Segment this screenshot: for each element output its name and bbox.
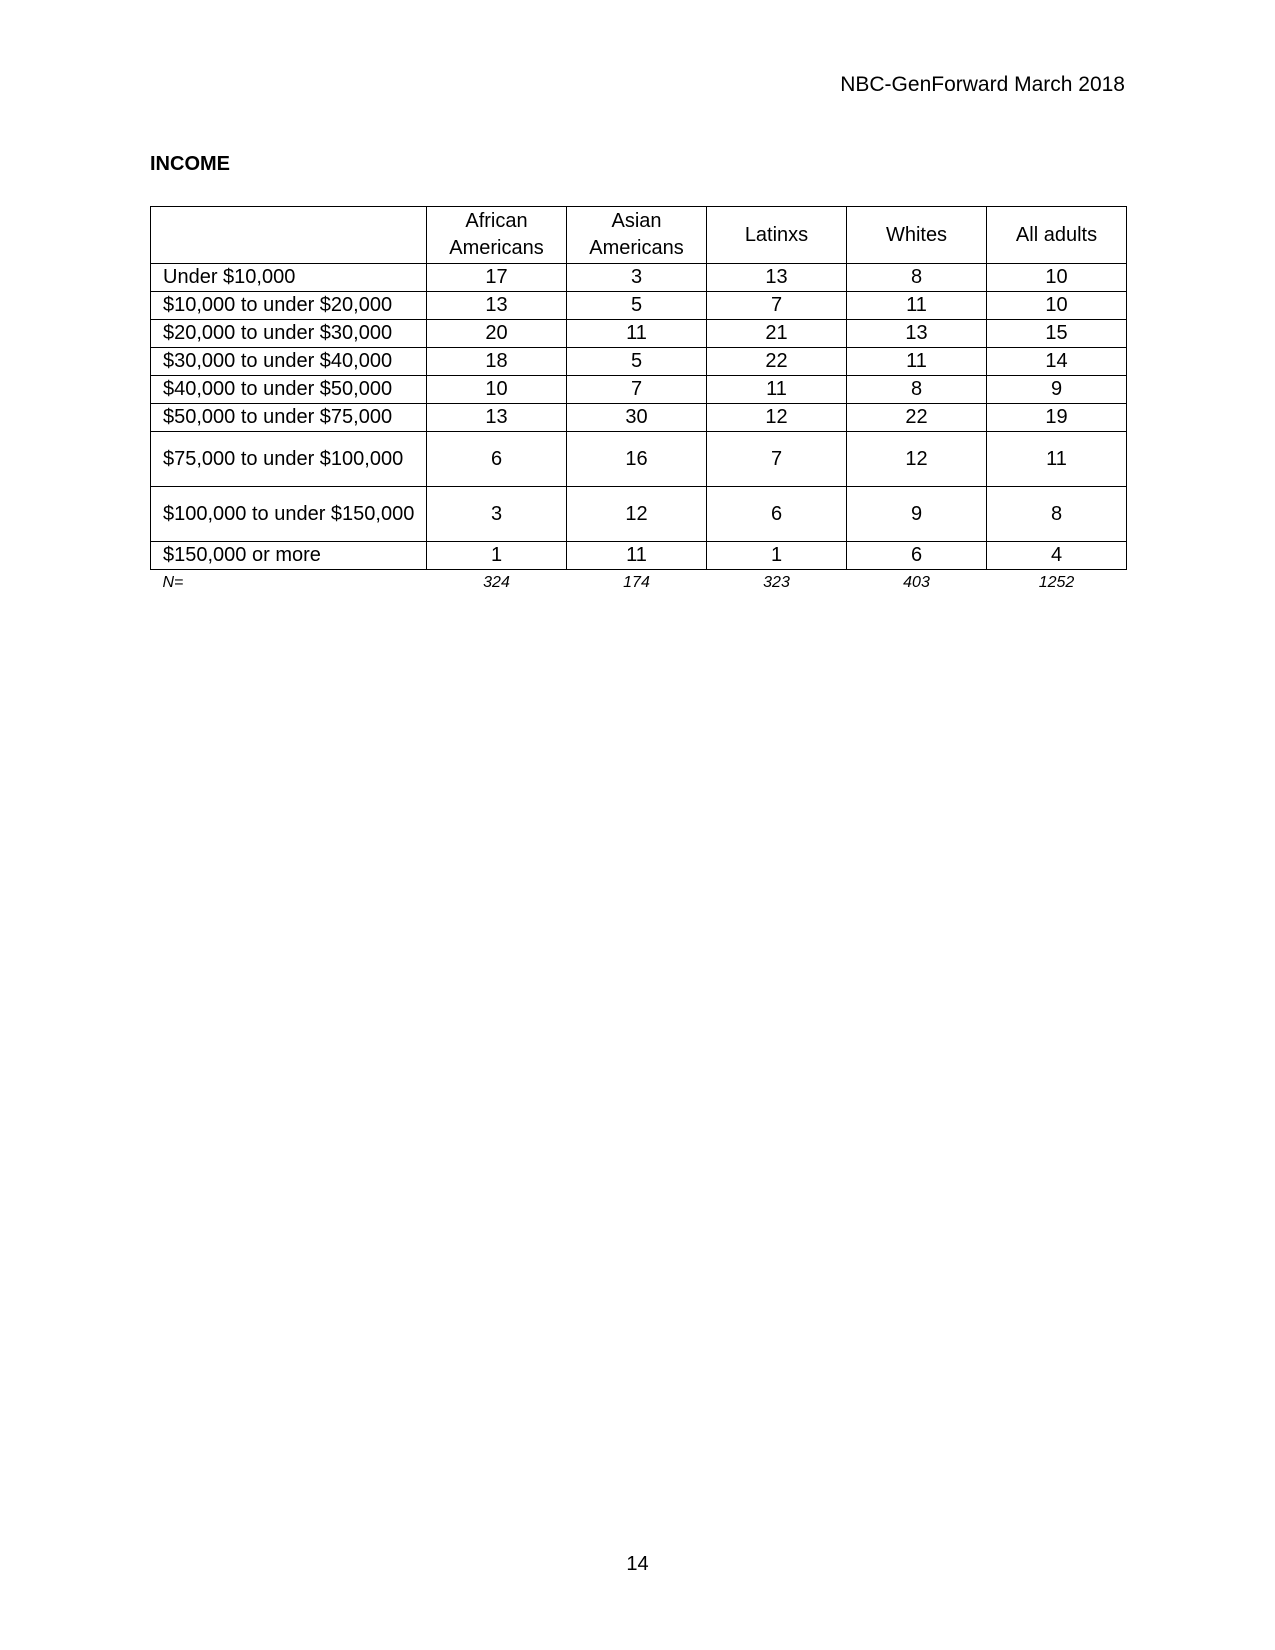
cell-value: 3 bbox=[427, 487, 567, 542]
cell-value: 10 bbox=[987, 292, 1127, 320]
cell-value: 1 bbox=[707, 542, 847, 570]
cell-value: 12 bbox=[707, 404, 847, 432]
cell-value: 12 bbox=[847, 432, 987, 487]
cell-value: 4 bbox=[987, 542, 1127, 570]
column-header-african-americans-line2: Americans bbox=[449, 237, 544, 259]
sample-size-label: N= bbox=[162, 574, 184, 591]
section-title: INCOME bbox=[150, 153, 230, 175]
sample-size-value: 403 bbox=[903, 574, 930, 591]
cell-value: 3 bbox=[567, 264, 707, 292]
cell-value: 6 bbox=[427, 432, 567, 487]
row-label: $150,000 or more bbox=[151, 542, 427, 570]
table-row bbox=[151, 376, 1127, 404]
cell-value: 18 bbox=[427, 348, 567, 376]
cell-value: 11 bbox=[707, 376, 847, 404]
cell-value: 13 bbox=[427, 404, 567, 432]
column-header-asian-americans-line2: Americans bbox=[589, 237, 684, 259]
cell-value: 22 bbox=[847, 404, 987, 432]
row-label: $100,000 to under $150,000 bbox=[151, 487, 427, 542]
table-row bbox=[151, 348, 1127, 376]
cell-value: 10 bbox=[987, 264, 1127, 292]
cell-value: 15 bbox=[987, 320, 1127, 348]
sample-size-value: 174 bbox=[623, 574, 650, 591]
row-label: $75,000 to under $100,000 bbox=[151, 432, 427, 487]
row-label: $20,000 to under $30,000 bbox=[151, 320, 427, 348]
cell-value: 8 bbox=[987, 487, 1127, 542]
cell-value: 7 bbox=[567, 376, 707, 404]
cell-value: 13 bbox=[427, 292, 567, 320]
cell-value: 20 bbox=[427, 320, 567, 348]
cell-value: 8 bbox=[847, 264, 987, 292]
row-label: Under $10,000 bbox=[151, 264, 427, 292]
table-row bbox=[151, 432, 1127, 487]
cell-value: 11 bbox=[567, 542, 707, 570]
cell-value: 21 bbox=[707, 320, 847, 348]
page-number: 14 bbox=[626, 1553, 649, 1575]
row-label: $40,000 to under $50,000 bbox=[151, 376, 427, 404]
cell-value: 19 bbox=[987, 404, 1127, 432]
column-header-whites: Whites bbox=[847, 207, 987, 264]
column-header-african-americans-line1: African bbox=[465, 210, 528, 232]
cell-value: 13 bbox=[707, 264, 847, 292]
cell-value: 9 bbox=[987, 376, 1127, 404]
row-label: $10,000 to under $20,000 bbox=[151, 292, 427, 320]
column-header-empty bbox=[151, 207, 427, 264]
running-header: NBC-GenForward March 2018 bbox=[840, 73, 1125, 96]
cell-value: 17 bbox=[427, 264, 567, 292]
row-label: $30,000 to under $40,000 bbox=[151, 348, 427, 376]
cell-value: 9 bbox=[847, 487, 987, 542]
cell-value: 6 bbox=[847, 542, 987, 570]
cell-value: 11 bbox=[847, 292, 987, 320]
table-row bbox=[151, 404, 1127, 432]
income-table bbox=[150, 206, 1127, 594]
table-header-row bbox=[151, 207, 1127, 264]
cell-value: 11 bbox=[987, 432, 1127, 487]
cell-value: 22 bbox=[707, 348, 847, 376]
cell-value: 5 bbox=[567, 292, 707, 320]
sample-size-value: 323 bbox=[763, 574, 790, 591]
column-header-all-adults: All adults bbox=[987, 207, 1127, 264]
table-row bbox=[151, 320, 1127, 348]
column-header-asian-americans bbox=[567, 207, 707, 264]
table-row bbox=[151, 264, 1127, 292]
cell-value: 14 bbox=[987, 348, 1127, 376]
cell-value: 8 bbox=[847, 376, 987, 404]
cell-value: 6 bbox=[707, 487, 847, 542]
cell-value: 11 bbox=[567, 320, 707, 348]
cell-value: 1 bbox=[427, 542, 567, 570]
cell-value: 16 bbox=[567, 432, 707, 487]
cell-value: 13 bbox=[847, 320, 987, 348]
cell-value: 7 bbox=[707, 292, 847, 320]
sample-size-row bbox=[151, 570, 1127, 595]
sample-size-value: 1252 bbox=[1038, 574, 1075, 591]
column-header-latinxs: Latinxs bbox=[707, 207, 847, 264]
cell-value: 10 bbox=[427, 376, 567, 404]
cell-value: 12 bbox=[567, 487, 707, 542]
table-row bbox=[151, 292, 1127, 320]
row-label: $50,000 to under $75,000 bbox=[151, 404, 427, 432]
column-header-asian-americans-line1: Asian bbox=[611, 210, 662, 232]
cell-value: 30 bbox=[567, 404, 707, 432]
sample-size-value: 324 bbox=[483, 574, 510, 591]
cell-value: 7 bbox=[707, 432, 847, 487]
income-table-container bbox=[150, 206, 1126, 594]
table-row bbox=[151, 542, 1127, 570]
column-header-african-americans bbox=[427, 207, 567, 264]
cell-value: 5 bbox=[567, 348, 707, 376]
cell-value: 11 bbox=[847, 348, 987, 376]
table-row bbox=[151, 487, 1127, 542]
